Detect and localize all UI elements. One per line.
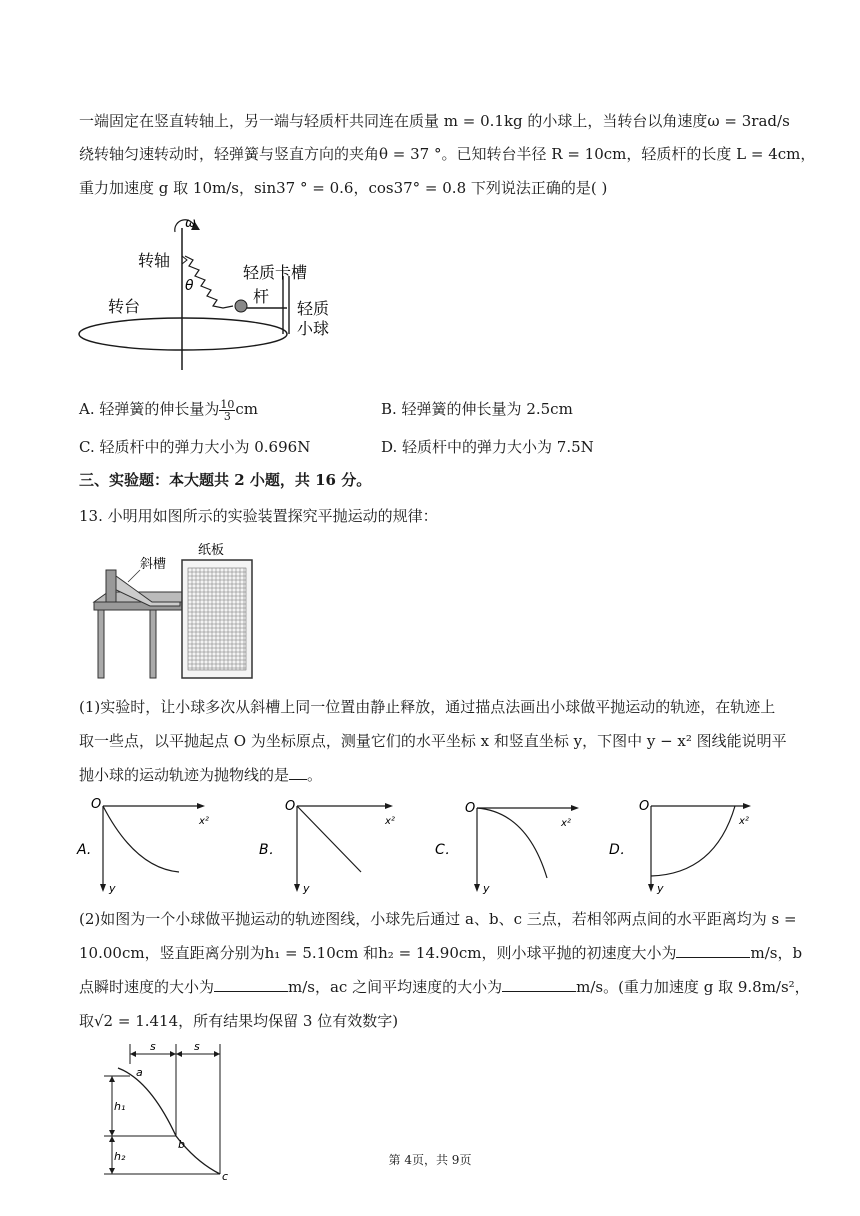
- q2-unit-1: m/s，b: [750, 944, 803, 962]
- answer-blank-vac[interactable]: [502, 977, 576, 992]
- problem12-line-2: 绕转轴匀速转动时，轻弹簧与竖直方向的夹角θ = 37 °。已知转台半径 R = 10cm，轻质杆的长度 L = 4cm，: [79, 145, 816, 163]
- ball-label-b: 小球: [297, 319, 330, 338]
- q2-unit-3: m/s。(重力加速度 g 取 9.8m/s²，: [576, 978, 810, 996]
- q1-line-3: [79, 764, 322, 786]
- q2-line-4: 取√2 = 1.414，所有结果均保留 3 位有效数字): [79, 1012, 399, 1030]
- axis-label: 转轴: [138, 251, 171, 270]
- answer-blank-vb[interactable]: [214, 977, 288, 992]
- q2-line-1: (2)如图为一个小球做平抛运动的轨迹图线，小球先后通过 a、b、c 三点，若相邻两点间的水平距离均为 s =: [79, 910, 797, 928]
- graph-a-ylabel: y: [109, 882, 116, 895]
- traj-point-a: a: [136, 1066, 143, 1079]
- answer-blank-v0[interactable]: [676, 943, 750, 958]
- problem13-intro: 13. 小明用如图所示的实验装置探究平抛运动的规律：: [79, 507, 438, 525]
- graph-d-origin: O: [639, 799, 650, 814]
- graph-d-xlabel: x²: [739, 816, 749, 827]
- q1-line-3-text: 抛小球的运动轨迹为抛物线的是: [79, 766, 290, 784]
- graph-c-origin: O: [465, 801, 476, 816]
- option-d: D. 轻质杆中的弹力大小为 7.5N: [381, 438, 594, 456]
- q2-line-3-text: 点瞬时速度的大小为: [79, 978, 215, 996]
- traj-s2: s: [194, 1040, 200, 1053]
- option-a: [79, 398, 258, 422]
- rod-label-b: 杆: [253, 287, 270, 306]
- apparatus-figure: [90, 542, 270, 682]
- option-a-unit: cm: [235, 400, 258, 418]
- problem12-line-3: 重力加速度 g 取 10m/s，sin37 ° = 0.6，cos37° = 0.8 下列说法正确的是( ): [79, 179, 608, 197]
- graph-d-letter: D．: [609, 842, 634, 858]
- graph-d-ylabel: y: [657, 882, 664, 895]
- section-heading: 三、实验题：本大题共 2 小题，共 16 分。: [79, 471, 372, 489]
- graph-a-letter: A.: [77, 842, 92, 858]
- graph-a-xlabel: x²: [199, 816, 209, 827]
- q1-line-2: 取一些点，以平抛起点 O 为坐标原点，测量它们的水平坐标 x 和竖直坐标 y，下图中 y − x² 图线能说明平: [79, 732, 787, 750]
- q2-line-2-text: 10.00cm，竖直距离分别为h₁ = 5.10cm 和h₂ = 14.90cm，则小球平抛的初速度大小为: [79, 944, 677, 962]
- q1-line-3-end: 。: [307, 766, 323, 784]
- turntable-figure: [75, 210, 345, 380]
- ball-label-a: 轻质: [297, 299, 330, 318]
- graph-b-origin: O: [285, 799, 296, 814]
- traj-h1: h₁: [114, 1100, 126, 1113]
- graph-c-letter: C．: [435, 842, 459, 858]
- option-c: C. 轻质杆中的弹力大小为 0.696N: [79, 438, 311, 456]
- traj-point-b: b: [178, 1138, 185, 1151]
- table-label: 转台: [108, 297, 141, 316]
- omega-label: ω: [185, 216, 196, 231]
- q2-unit-2: m/s，ac 之间平均速度的大小为: [288, 978, 503, 996]
- graph-a-origin: O: [91, 797, 102, 812]
- traj-point-c: c: [222, 1170, 229, 1180]
- page-footer: 第 4页，共 9页: [388, 1153, 472, 1167]
- problem12-line-1: 一端固定在竖直转轴上，另一端与轻质杆共同连在质量 m = 0.1kg 的小球上，当转台以角速度ω = 3rad/s: [79, 112, 790, 130]
- graph-b-ylabel: y: [303, 882, 310, 895]
- traj-s1: s: [150, 1040, 156, 1053]
- chute-label: 斜槽: [140, 557, 167, 572]
- theta-label: θ: [185, 278, 194, 294]
- option-a-text: A. 轻弹簧的伸长量为: [79, 400, 220, 418]
- q2-line-2: [79, 942, 802, 964]
- graph-options: [75, 796, 765, 896]
- q2-line-3: [79, 976, 810, 998]
- graph-b-letter: B．: [259, 842, 283, 858]
- option-a-fraction: [219, 399, 235, 422]
- slot-label: 轻质卡槽: [243, 263, 308, 282]
- q1-line-1: (1)实验时，让小球多次从斜槽上同一位置由静止释放，通过描点法画出小球做平抛运动的轨迹，在轨迹上: [79, 698, 776, 716]
- graph-c-xlabel: x²: [561, 818, 571, 829]
- fraction-denominator: 3: [223, 409, 231, 423]
- answer-blank-q1[interactable]: [289, 765, 307, 780]
- graph-b-xlabel: x²: [385, 816, 395, 827]
- graph-c-ylabel: y: [483, 882, 490, 895]
- fraction-numerator: 10: [220, 397, 235, 411]
- board-label: 纸板: [198, 543, 225, 558]
- traj-h2: h₂: [114, 1150, 126, 1163]
- option-b: B. 轻弹簧的伸长量为 2.5cm: [381, 400, 573, 418]
